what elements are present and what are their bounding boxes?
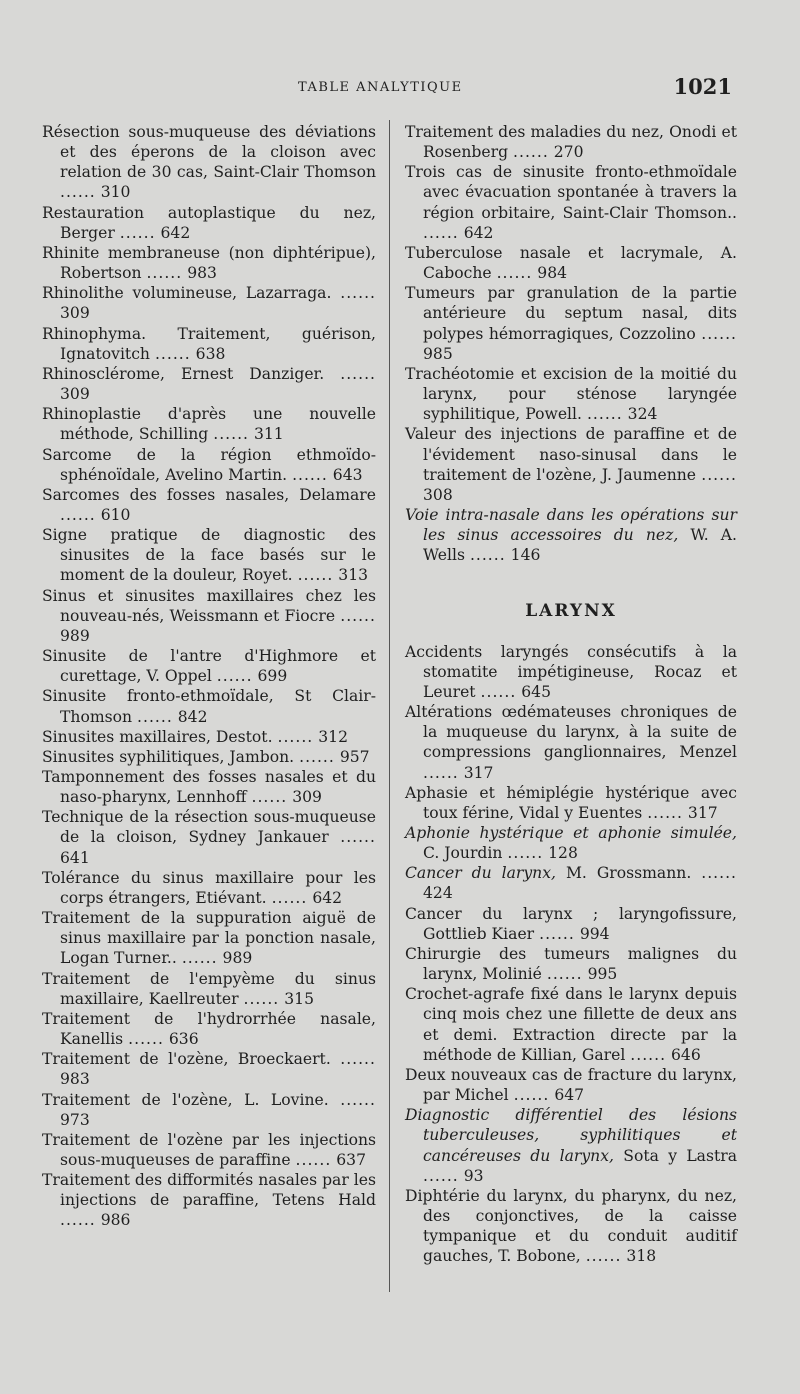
index-entry (42, 969, 376, 1009)
index-entry (42, 243, 376, 283)
index-entry (405, 1186, 737, 1267)
dot-leader: ...... (513, 1086, 550, 1105)
dot-leader: ...... (181, 949, 218, 968)
index-entry (42, 364, 376, 404)
dot-leader: ...... (480, 682, 517, 701)
dot-leader: ...... (295, 1150, 332, 1169)
entry-title: Diagnostic différentiel des lésions tuberculeuses, syphilitiques et cancéreuses du larynx, (405, 1106, 737, 1165)
index-entry (405, 823, 737, 863)
index-entry (42, 807, 376, 867)
entry-title: Altérations œdémateuses chroniques de la muqueuse du larynx, à la suite de compressions ganglionnaires, Menzel (405, 703, 737, 762)
running-title: TABLE ANALYTIQUE (298, 80, 463, 95)
index-entry (42, 203, 376, 243)
entry-page-number: 642 (160, 223, 191, 242)
entry-title: Traitement de l'ozène par les injections sous-muqueuses de paraffine (42, 1130, 376, 1169)
entry-page-number: 324 (627, 405, 658, 424)
entry-title: Sinusites maxillaires, Destot. (42, 727, 273, 746)
entry-title: Traitement de l'hydrorrhée nasale, Kanellis (42, 1009, 376, 1049)
dot-leader: ...... (213, 425, 249, 444)
index-entry (42, 727, 376, 747)
index-entry (405, 243, 737, 283)
dot-leader: ...... (647, 803, 683, 822)
dot-leader: ...... (539, 924, 575, 943)
entry-page-number: 995 (587, 965, 618, 984)
entry-page-number: 146 (510, 546, 541, 565)
entry-title: Rhinolithe volumineuse, Lazarraga. (42, 284, 332, 303)
dot-leader: ...... (128, 1030, 164, 1049)
dot-leader: ...... (340, 284, 376, 303)
dot-leader: ...... (496, 264, 533, 283)
dot-leader: ...... (60, 183, 96, 202)
entry-title: Sinusite de l'antre d'Highmore et curettage, V. Oppel (42, 647, 376, 686)
entry-page-number: 984 (537, 264, 568, 283)
entry-page-number: 643 (332, 465, 363, 484)
index-entry (405, 364, 737, 424)
dot-leader: ...... (251, 788, 288, 807)
index-entry (42, 1009, 376, 1049)
entry-page-number: 317 (687, 803, 718, 822)
entry-title: Traitement de l'ozène, Broeckaert. (42, 1050, 331, 1069)
index-entry (42, 525, 376, 585)
entry-title: Traitement de la suppuration aiguë de sinus maxillaire par la ponction nasale, Logan Turner.. (42, 909, 376, 968)
dot-leader: ...... (701, 864, 737, 883)
entry-title: Diphtérie du larynx, du pharynx, du nez, des conjonctives, de la caisse tympanique et du conduit auditif gauches, T. Bobone, (405, 1186, 737, 1266)
entry-title: Valeur des injections de paraffine et de l'évidement naso-sinusal dans le traitement de l'ozène, J. Jaumenne (405, 425, 737, 484)
entry-title: Accidents laryngés consécutifs à la stomatite impétigineuse, Rocaz et Leuret (405, 642, 737, 701)
entry-title: Sinusite fronto-ethmoïdale, St Clair-Thomson (42, 687, 376, 726)
index-entry (405, 1065, 737, 1105)
index-entry (42, 1130, 376, 1170)
entry-title: Traitement de l'empyème du sinus maxillaire, Kaellreuter (42, 969, 376, 1008)
section-heading: LARYNX (525, 601, 617, 622)
index-entry (42, 324, 376, 364)
dot-leader: ...... (119, 223, 156, 242)
index-entry (42, 908, 376, 968)
entry-title: Cancer du larynx ; laryngofissure, Gottlieb Kiaer (405, 904, 737, 943)
entry-author: M. Grossmann. (565, 864, 692, 883)
dot-leader: ...... (507, 844, 544, 863)
index-entry (405, 984, 737, 1065)
index-entry (42, 747, 376, 767)
entry-page-number: 983 (187, 264, 217, 283)
entry-title: Rhinosclérome, Ernest Danziger. (42, 364, 325, 383)
entry-title: Tolérance du sinus maxillaire pour les corps étrangers, Etiévant. (42, 868, 376, 907)
index-entry (405, 1105, 737, 1186)
entry-page-number: 309 (60, 385, 90, 404)
entry-page-number: 645 (521, 682, 552, 701)
entry-page-number: 986 (100, 1211, 131, 1230)
entry-page-number: 128 (548, 844, 578, 863)
dot-leader: ...... (423, 1166, 459, 1185)
dot-leader: ...... (340, 828, 376, 847)
index-entry (42, 404, 376, 444)
entry-page-number: 311 (253, 425, 284, 444)
entry-page-number: 317 (463, 763, 494, 782)
dot-leader: ...... (701, 324, 737, 343)
entry-title: Trois cas de sinusite fronto-ethmoïdale avec évacuation spontanée à travers la région orbitaire, Saint-Clair Thomson.. (405, 163, 737, 222)
entry-page-number: 638 (195, 344, 226, 363)
index-entry (42, 646, 376, 686)
entry-title: Aphasie et hémiplégie hystérique avec toux férine, Vidal y Euentes (405, 783, 737, 822)
dot-leader: ...... (701, 465, 737, 484)
index-entry (405, 944, 737, 984)
index-entry (42, 767, 376, 807)
dot-leader: ...... (630, 1045, 667, 1064)
dot-leader: ...... (546, 965, 583, 984)
entry-title: Résection sous-muqueuse des déviations et des éperons de la cloison avec relation de 30 cas, Saint-Clair Thomson (42, 123, 376, 182)
entry-page-number: 309 (60, 304, 90, 323)
entry-page-number: 636 (168, 1030, 199, 1049)
entry-title: Tuberculose nasale et lacrymale, A. Caboche (405, 243, 737, 283)
dot-leader: ...... (513, 143, 549, 162)
entry-title: Sinusites syphilitiques, Jambon. (42, 747, 295, 766)
entry-title: Rhinoplastie d'après une nouvelle méthode, Schilling (42, 405, 376, 444)
right-column-entries (405, 122, 737, 565)
index-entry (42, 586, 376, 646)
dot-leader: ...... (60, 1211, 96, 1230)
entry-title: Trachéotomie et excision de la moitié du larynx, pour sténose laryngée syphilitique, Powell. (405, 364, 737, 424)
entry-title: Sarcomes des fosses nasales, Delamare (42, 485, 376, 504)
entry-page-number: 983 (60, 1070, 90, 1089)
entry-title: Signe pratique de diagnostic des sinusites de la face basés sur le moment de la douleur, Royet. (42, 526, 376, 585)
entry-page-number: 641 (60, 848, 90, 867)
entry-title: Traitement de l'ozène, L. Lovine. (42, 1090, 329, 1109)
entry-page-number: 642 (312, 888, 343, 907)
dot-leader: ...... (340, 1050, 376, 1069)
entry-page-number: 270 (553, 143, 584, 162)
dot-leader: ...... (277, 727, 314, 746)
index-entry (42, 1049, 376, 1089)
dot-leader: ...... (146, 264, 183, 283)
index-entry (405, 904, 737, 944)
index-entry (42, 1090, 376, 1130)
dot-leader: ...... (585, 1247, 622, 1266)
page-header (0, 76, 800, 100)
entry-page-number: 994 (579, 924, 610, 943)
entry-title: Cancer du larynx, (405, 864, 556, 883)
entry-title: Sinus et sinusites maxillaires chez les nouveau-nés, Weissmann et Fiocre (42, 586, 376, 625)
right-column (405, 122, 737, 1266)
dot-leader: ...... (423, 763, 459, 782)
entry-page-number: 315 (284, 989, 314, 1008)
entry-page-number: 957 (339, 747, 370, 766)
index-entry (405, 424, 737, 505)
dot-leader: ...... (297, 566, 334, 585)
index-entry (405, 505, 737, 565)
entry-title: Traitement des maladies du nez, Onodi et Rosenberg (405, 123, 737, 162)
entry-page-number: 308 (423, 485, 453, 504)
dot-leader: ...... (423, 223, 459, 242)
dot-leader: ...... (243, 989, 280, 1008)
entry-title: Traitement des difformités nasales par les injections de paraffine, Tetens Hald (42, 1171, 376, 1210)
dot-leader: ...... (271, 888, 308, 907)
index-entry (405, 122, 737, 162)
entry-title: Restauration autoplastique du nez, Berger (42, 203, 376, 242)
index-entry (42, 283, 376, 323)
dot-leader: ...... (299, 747, 335, 766)
index-entry (405, 702, 737, 783)
index-entry (405, 642, 737, 702)
entry-page-number: 318 (626, 1247, 657, 1266)
page-number: 1021 (673, 74, 732, 99)
entry-title: Tumeurs par granulation de la partie antérieure du septum nasal, dits polypes hémorragiques, Cozzolino (405, 284, 737, 343)
index-entry (42, 485, 376, 525)
entry-title: Crochet-agrafe fixé dans le larynx depuis cinq mois chez une fillette de deux ans et demi. Extraction directe par la méthode de Killian, Garel (405, 985, 737, 1064)
dot-leader: ...... (216, 667, 253, 686)
entry-title: Tamponnement des fosses nasales et du naso-pharynx, Lennhoff (42, 768, 376, 807)
entry-title: Technique de la résection sous-muqueuse de la cloison, Sydney Jankauer (42, 808, 376, 847)
entry-title: Sarcome de la région ethmoïdo-sphénoïdale, Avelino Martin. (42, 445, 376, 484)
dot-leader: ...... (340, 364, 376, 383)
entry-title: Voie intra-nasale dans les opérations sur les sinus accessoires du nez, (405, 505, 737, 545)
dot-leader: ...... (137, 707, 173, 726)
entry-page-number: 985 (423, 344, 453, 363)
dot-leader: ...... (340, 606, 376, 625)
entry-author: W. A. Wells (423, 526, 737, 565)
index-entry (42, 122, 376, 203)
column-divider (389, 120, 390, 1292)
entry-page-number: 699 (257, 667, 288, 686)
entry-page-number: 989 (222, 949, 253, 968)
index-entry (42, 445, 376, 485)
index-entry (405, 162, 737, 243)
entry-page-number: 313 (338, 566, 369, 585)
entry-title: Rhinophyma. Traitement, guérison, Ignatovitch (42, 324, 376, 363)
entry-page-number: 312 (318, 727, 348, 746)
entry-page-number: 973 (60, 1110, 90, 1129)
entry-title: Rhinite membraneuse (non diphtéripue), Robertson (42, 243, 376, 283)
entry-page-number: 647 (554, 1086, 585, 1105)
entry-page-number: 310 (100, 183, 131, 202)
entry-title: Aphonie hystérique et aphonie simulée, (405, 824, 737, 842)
entry-page-number: 610 (100, 505, 131, 524)
dot-leader: ...... (340, 1090, 376, 1109)
entry-page-number: 989 (60, 626, 90, 645)
dot-leader: ...... (60, 505, 96, 524)
entry-page-number: 637 (336, 1150, 367, 1169)
index-entry (42, 1170, 376, 1230)
entry-title: Deux nouveaux cas de fracture du larynx, par Michel (405, 1065, 737, 1105)
left-column (42, 122, 376, 1231)
entry-page-number: 642 (463, 223, 494, 242)
index-entry (42, 686, 376, 726)
entry-page-number: 646 (671, 1045, 701, 1064)
index-entry (42, 868, 376, 908)
entry-author: C. Jourdin (423, 844, 503, 863)
dot-leader: ...... (586, 405, 623, 424)
entry-title: Chirurgie des tumeurs malignes du larynx, Molinié (405, 944, 737, 984)
entry-page-number: 93 (463, 1166, 484, 1185)
dot-leader: ...... (469, 546, 506, 565)
dot-leader: ...... (154, 344, 191, 363)
entry-page-number: 842 (177, 707, 208, 726)
index-entry (405, 783, 737, 823)
index-entry (405, 863, 737, 903)
entry-page-number: 424 (423, 884, 453, 903)
index-entry (405, 283, 737, 364)
larynx-entries (405, 642, 737, 1267)
entry-author: Sota y Lastra (623, 1146, 737, 1165)
dot-leader: ...... (292, 465, 328, 484)
entry-page-number: 309 (292, 788, 322, 807)
